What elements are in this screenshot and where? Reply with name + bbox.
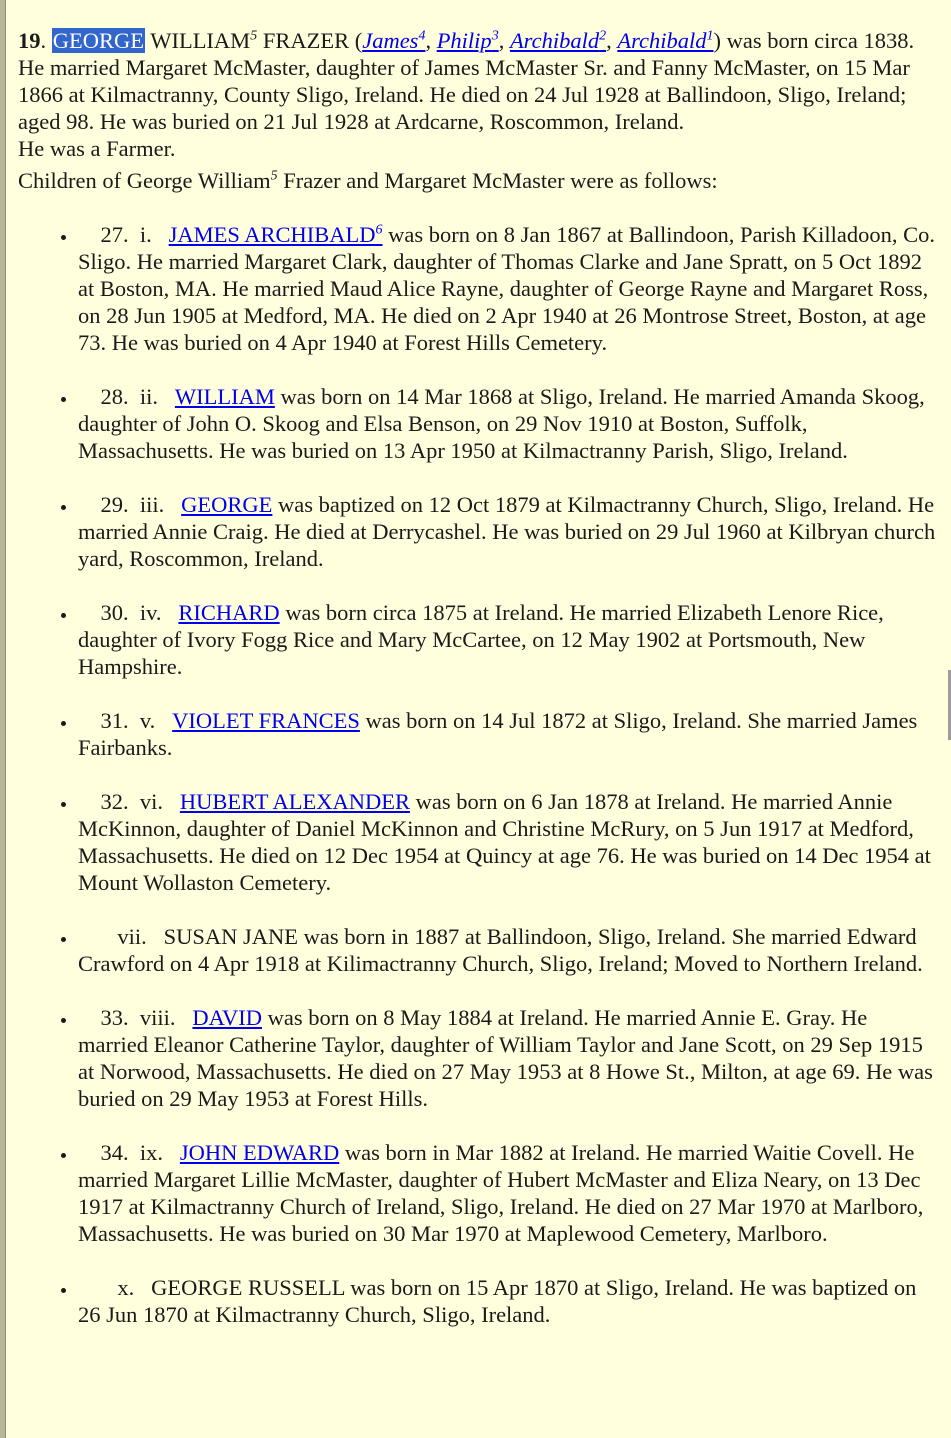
child-number: 33. [100, 1005, 129, 1030]
children-intro: Children of George William$^5$ Frazer and Margaret McMaster were as follows: [18, 168, 718, 193]
child-name-link[interactable]: WILLIAM [174, 384, 275, 409]
child-roman: i. [139, 222, 152, 247]
ancestor-link-archibald-2[interactable]: Archibald$^2$ [509, 28, 607, 53]
child-name-link[interactable]: HUBERT ALEXANDER [179, 789, 410, 814]
person-bio: 1838. He married Margaret McMaster, daughter of James McMaster Sr. and Fanny McMaster, on 15 Mar 1866 at Kilmactranny, County Sligo, Ireland. He died on 24 Jul 1928 at Ballindoon, Sligo, Ireland; aged 98. He was buried on 21 Jul 1928 at Ardcarne, Roscommon, Ireland. [18, 28, 915, 134]
person-header: 19. GEORGE WILLIAM$^5$ FRAZER (James$^4$, Philip$^3$, Archibald$^2$, Archibald$^1$) was born circa 1838. He married Margaret McMaster, daughter of James McMaster Sr. and Fanny McMaster, on 15 Mar 1866 at Kilmactranny, County Sligo, Ireland. He died on 24 Jul 1928 at Ballindoon, Sligo, Ireland; aged 98. He was buried on 21 Jul 1928 at Ardcarne, Roscommon, Ireland. He was a Farmer. [18, 28, 915, 161]
ancestor-link-archibald-1[interactable]: Archibald$^1$ [617, 28, 714, 53]
child-entry [78, 1274, 938, 1328]
child-details: was born in Mar 1882 at Ireland. He married Waitie Covell. He married Margaret Lillie McMaster, daughter of Hubert McMaster and Eliza Neary, on 13 Dec 1917 at Kilmactranny Church of Ireland, Sligo, Ireland. He died on 27 Mar 1970 at Marlboro, Massachusetts. He was buried on 30 Mar 1970 at Maplewood Cemetery, Marlboro. [78, 1140, 924, 1246]
child-number: 34. [100, 1140, 129, 1165]
child-number: 29. [100, 492, 129, 517]
highlighted-first-name: GEORGE [52, 28, 144, 53]
child-name-link[interactable]: RICHARD [178, 600, 280, 625]
child-roman: viii. [139, 1005, 176, 1030]
window-left-edge [0, 0, 5, 1438]
ancestor-link-philip[interactable]: Philip$^3$ [436, 28, 499, 53]
child-entry [78, 599, 938, 680]
child-entry [78, 923, 938, 977]
child-name-link[interactable]: JOHN EDWARD [179, 1140, 340, 1165]
child-number: 28. [100, 384, 129, 409]
children-list [18, 221, 938, 1328]
child-details: was born on 8 May 1884 at Ireland. He married Annie E. Gray. He married Eleanor Catherine Taylor, daughter of William Taylor and Jane Scott, on 29 Sep 1915 at Norwood, Massachusetts. He died on 27 May 1953 at 8 Howe St., Milton, at age 69. He was buried on 29 May 1953 at Forest Hills. [78, 1005, 933, 1111]
child-entry [78, 383, 938, 464]
child-details: was born in 1887 at Ballindoon, Sligo, Ireland. She married Edward Crawford on 4 Apr 1918 at Kilimactranny Church, Sligo, Ireland; Moved to Northern Ireland. [78, 924, 923, 976]
person-occupation: He was a Farmer. [18, 136, 176, 161]
person-generation: 5 [250, 28, 258, 44]
child-entry [78, 707, 938, 761]
child-name-link[interactable]: GEORGE [181, 492, 273, 517]
person-middle-name: WILLIAM [150, 28, 251, 53]
child-name: GEORGE RUSSELL [151, 1275, 345, 1300]
child-details: was born on 8 Jan 1867 at Ballindoon, Parish Killadoon, Co. Sligo. He married Margaret Clark, daughter of Thomas Clarke and Jane Spratt, on 5 Oct 1892 at Boston, MA. He married Maud Alice Rayne, daughter of George Rayne and Margaret Ross, on 28 Jun 1905 at Medford, MA. He died on 2 Apr 1940 at 26 Montrose Street, Boston, at age 73. He was buried on 4 Apr 1940 at Forest Hills Cemetery. [78, 222, 936, 355]
child-details: was born on 14 Jul 1872 at Sligo, Ireland. She married James Fairbanks. [78, 708, 918, 760]
child-roman: iv. [139, 600, 162, 625]
child-roman: vi. [139, 789, 164, 814]
child-name-link[interactable]: VIOLET FRANCES [172, 708, 360, 733]
child-number: 31. [100, 708, 129, 733]
child-details: was baptized on 12 Oct 1879 at Kilmactranny Church, Sligo, Ireland. He married Annie Craig. He died at Derrycashel. He was buried on 29 Jul 1960 at Kilbryan church yard, Roscommon, Ireland. [78, 492, 936, 571]
child-entry [78, 1004, 938, 1112]
child-entry [78, 1139, 938, 1247]
child-details: was born on 14 Mar 1868 at Sligo, Ireland. He married Amanda Skoog, daughter of John O. Skoog and Elsa Benson, on 29 Nov 1910 at Boston, Suffolk, Massachusetts. He was buried on 13 Apr 1950 at Kilmactranny Parish, Sligo, Ireland. [78, 384, 925, 463]
child-details: was born on 15 Apr 1870 at Sligo, Ireland. He was baptized on 26 Jun 1870 at Kilmactranny Church, Sligo, Ireland. [78, 1275, 917, 1327]
child-details: was born circa 1875 at Ireland. He married Elizabeth Lenore Rice, daughter of Ivory Fogg Rice and Mary McCartee, on 12 May 1902 at Portsmouth, New Hampshire. [78, 600, 884, 679]
child-roman: iii. [139, 492, 165, 517]
person-number: 19 [18, 28, 41, 53]
child-number: 30. [100, 600, 129, 625]
child-name-link[interactable]: DAVID [192, 1005, 262, 1030]
person-bio-start: was born circa [726, 28, 858, 53]
person-surname: FRAZER [262, 28, 350, 53]
child-roman: x. [117, 1275, 135, 1300]
child-entry [78, 491, 938, 572]
child-roman: vii. [117, 924, 147, 949]
genealogy-entry [18, 27, 938, 1355]
child-details: was born on 6 Jan 1878 at Ireland. He married Annie McKinnon, daughter of Daniel McKinnon and Christine McRury, on 5 Jun 1917 at Medford, Massachusetts. He died on 12 Dec 1954 at Quincy at age 76. He was buried on 14 Dec 1954 at Mount Wollaston Cemetery. [78, 789, 931, 895]
child-roman: ii. [139, 384, 159, 409]
child-entry [78, 221, 938, 356]
child-name: SUSAN JANE [163, 924, 299, 949]
child-name-link[interactable]: JAMES ARCHIBALD$^6$ [168, 222, 383, 247]
child-number: 32. [100, 789, 129, 814]
child-roman: v. [139, 708, 156, 733]
child-number: 27. [100, 222, 129, 247]
child-roman: ix. [139, 1140, 164, 1165]
ancestor-link-james[interactable]: James$^4$ [362, 28, 426, 53]
child-entry [78, 788, 938, 896]
